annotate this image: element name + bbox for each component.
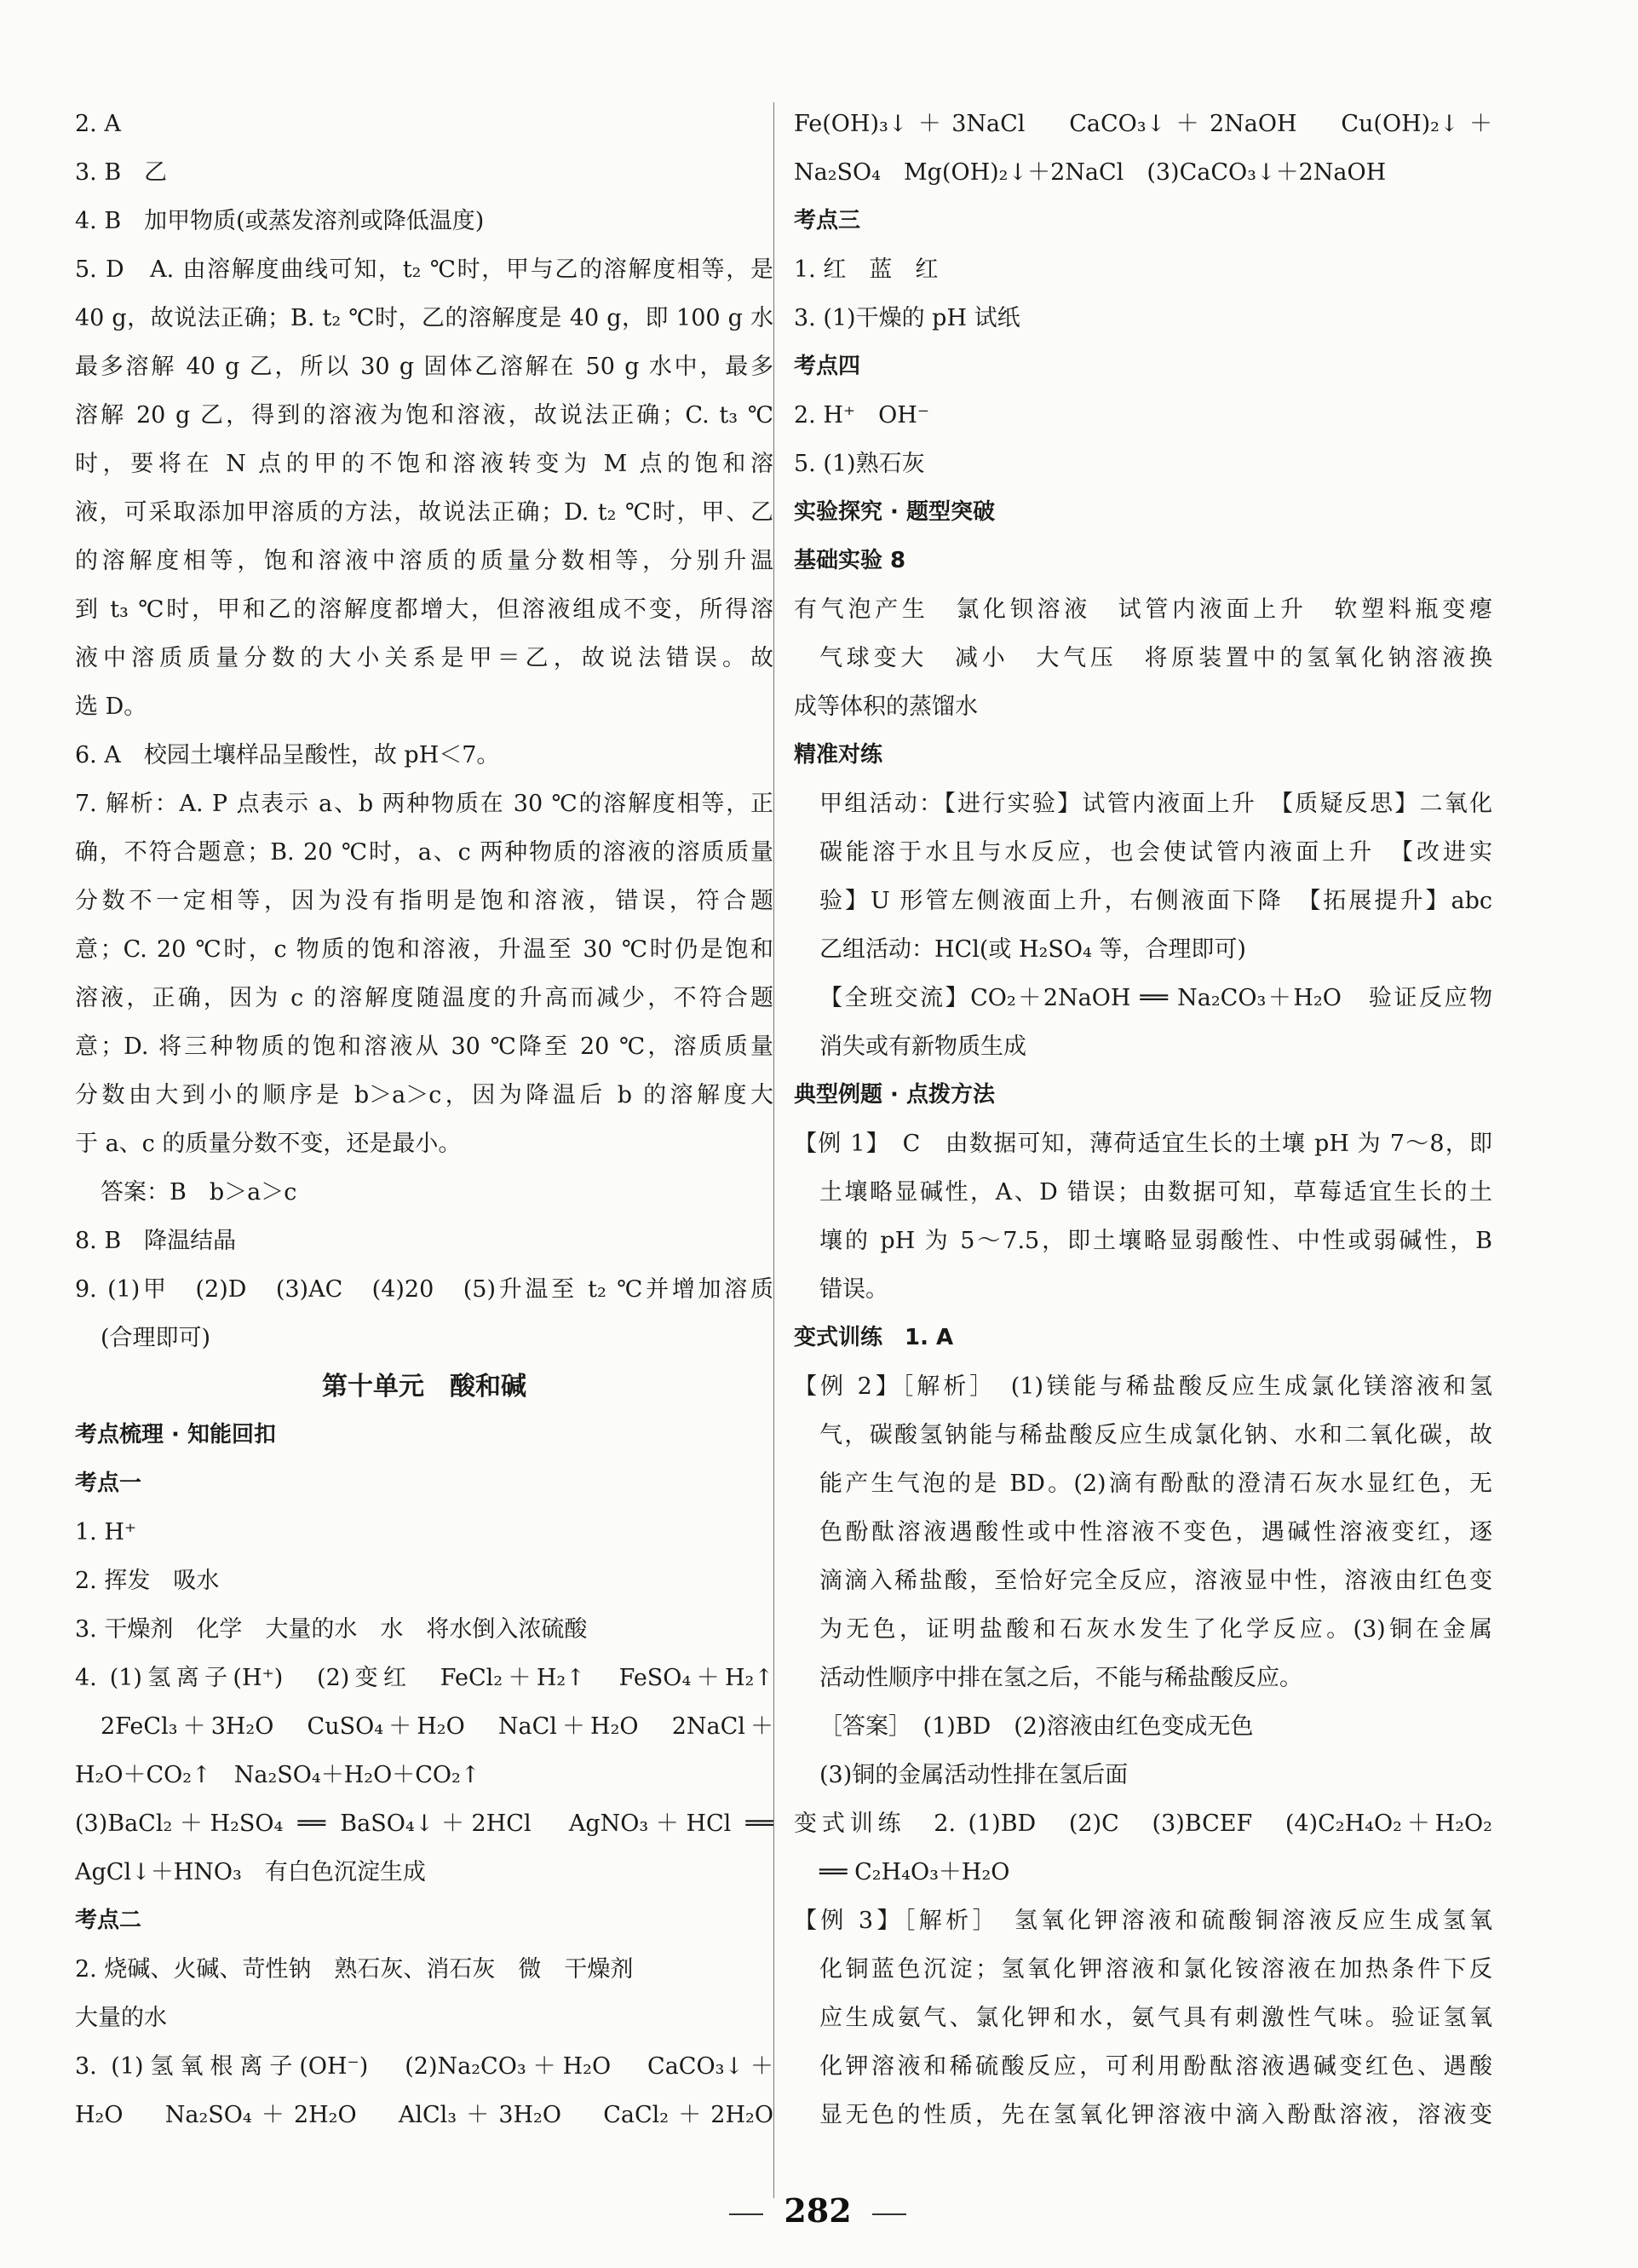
- text-line: 变式训练 2. (1)BD (2)C (3)BCEF (4)C₂H₄O₂＋H₂O₂: [794, 1810, 1492, 1837]
- text-line: 【例 1】 C 由数据可知，薄荷适宜生长的土壤 pH 为 7～8，即: [794, 1131, 1492, 1157]
- text-line: Na₂SO₄ Mg(OH)₂↓＋2NaCl (3)CaCO₃↓＋2NaOH: [794, 159, 1387, 186]
- text-line: 化钾溶液和稀硫酸反应，可利用酚酞溶液遇碱变红色、遇酸: [819, 2053, 1492, 2080]
- text-line: 液中溶质质量分数的大小关系是甲＝乙，故说法错误。故: [75, 645, 773, 671]
- text-line: 的溶解度相等，饱和溶液中溶质的质量分数相等，分别升温: [75, 548, 773, 574]
- section-heading: 考点梳理 · 知能回扣: [75, 1422, 276, 1448]
- right-column: [794, 101, 1492, 2140]
- text-line: 土壤略显碱性，A、D 错误；由数据可知，草莓适宜生长的土: [819, 1179, 1492, 1206]
- text-line: H₂O＋CO₂↑ Na₂SO₄＋H₂O＋CO₂↑: [75, 1762, 480, 1788]
- page-number: 282: [784, 2191, 852, 2230]
- text-line: 3. 干燥剂 化学 大量的水 水 将水倒入浓硫酸: [75, 1616, 588, 1643]
- text-line: 色酚酞溶液遇酸性或中性溶液不变色，遇碱性溶液变红，逐: [819, 1519, 1492, 1546]
- text-line: 消失或有新物质生成: [819, 1033, 1026, 1060]
- text-line: 分数不一定相等，因为没有指明是饱和溶液，错误，符合题: [75, 888, 773, 914]
- text-line: 8. B 降温结晶: [75, 1228, 237, 1254]
- text-line: 时，要将在 N 点的甲的不饱和溶液转变为 M 点的饱和溶: [75, 451, 773, 477]
- text-line: 3. B 乙: [75, 159, 168, 186]
- section-heading: 基础实验 8: [794, 548, 906, 573]
- text-line: (合理即可): [101, 1325, 211, 1351]
- text-line: 选 D。: [75, 694, 147, 720]
- unit-title: 第十单元 酸和碱: [322, 1372, 526, 1402]
- footer-dash-left: [729, 2213, 763, 2215]
- text-line: 液，可采取添加甲溶质的方法，故说法正确；D. t₂ ℃时，甲、乙: [75, 499, 773, 526]
- text-line: (3)BaCl₂＋H₂SO₄ ══ BaSO₄↓＋2HCl AgNO₃＋HCl ══: [75, 1810, 773, 1837]
- text-line: 大量的水: [75, 2005, 167, 2031]
- text-line: 显无色的性质，先在氢氧化钾溶液中滴入酚酞溶液，溶液变: [819, 2102, 1492, 2128]
- text-line: 能产生气泡的是 BD。(2)滴有酚酞的澄清石灰水显红色，无: [819, 1471, 1492, 1497]
- text-line: 9. (1)甲 (2)D (3)AC (4)20 (5)升温至 t₂ ℃并增加溶质: [75, 1276, 773, 1303]
- text-line: 2FeCl₃＋3H₂O CuSO₄＋H₂O NaCl＋H₂O 2NaCl＋: [101, 1713, 773, 1740]
- text-line: 为无色，证明盐酸和石灰水发生了化学反应。(3)铜在金属: [819, 1616, 1492, 1643]
- text-line: 到 t₃ ℃时，甲和乙的溶解度都增大，但溶液组成不变，所得溶: [75, 596, 773, 623]
- text-line: 气，碳酸氢钠能与稀盐酸反应生成氯化钠、水和二氧化碳，故: [819, 1422, 1492, 1448]
- page-number-footer: [647, 2191, 988, 2230]
- text-line: 壤的 pH 为 5～7.5，即土壤略显弱酸性、中性或弱碱性，B: [819, 1228, 1492, 1254]
- text-line: 碳能溶于水且与水反应，也会使试管内液面上升 【改进实: [819, 839, 1492, 866]
- text-line: 分数由大到小的顺序是 b＞a＞c，因为降温后 b 的溶解度大: [75, 1082, 773, 1108]
- text-line: 3. (1)干燥的 pH 试纸: [794, 305, 1020, 331]
- text-line: 2. 烧碱、火碱、苛性钠 熟石灰、消石灰 微 干燥剂: [75, 1956, 634, 1983]
- text-line: 甲组活动：【进行实验】试管内液面上升 【质疑反思】二氧化: [819, 791, 1492, 817]
- text-line: 1. 红 蓝 红: [794, 256, 939, 283]
- text-line: 【全班交流】CO₂＋2NaOH ══ Na₂CO₃＋H₂O 验证反应物: [819, 985, 1492, 1011]
- text-line: AgCl↓＋HNO₃ 有白色沉淀生成: [75, 1859, 426, 1885]
- section-heading: 典型例题 · 点拨方法: [794, 1082, 995, 1108]
- text-line: 成等体积的蒸馏水: [794, 694, 978, 720]
- text-line: 2. A: [75, 111, 121, 137]
- text-line: 40 g，故说法正确；B. t₂ ℃时，乙的溶解度是 40 g，即 100 g 水: [75, 305, 773, 331]
- section-heading: 实验探究 · 题型突破: [794, 499, 995, 525]
- text-line: 2. 挥发 吸水: [75, 1568, 220, 1594]
- column-divider: [773, 102, 774, 2198]
- text-line: 意；D. 将三种物质的饱和溶液从 30 ℃降至 20 ℃，溶质质量: [75, 1033, 773, 1060]
- text-line: 于 a、c 的质量分数不变，还是最小。: [75, 1131, 462, 1157]
- text-line: 乙组活动：HCl(或 H₂SO₄ 等，合理即可): [819, 936, 1246, 963]
- text-line: 【例 2】［解析］ (1)镁能与稀盐酸反应生成氯化镁溶液和氢: [794, 1373, 1492, 1400]
- section-heading: 精准对练: [794, 742, 883, 768]
- text-line: 最多溶解 40 g 乙，所以 30 g 固体乙溶解在 50 g 水中，最多: [75, 354, 773, 380]
- text-line: ══ C₂H₄O₃＋H₂O: [819, 1859, 1010, 1885]
- section-heading: 变式训练 1. A: [794, 1325, 954, 1350]
- text-line: 错误。: [819, 1276, 888, 1303]
- text-line: 4. (1)氢离子(H⁺) (2)变红 FeCl₂＋H₂↑ FeSO₄＋H₂↑: [75, 1665, 773, 1691]
- left-column: [75, 101, 773, 2140]
- text-line: 答案：B b＞a＞c: [101, 1179, 297, 1206]
- text-line: 5. (1)熟石灰: [794, 451, 925, 477]
- footer-dash-right: [872, 2213, 906, 2215]
- text-line: 5. D A. 由溶解度曲线可知，t₂ ℃时，甲与乙的溶解度相等，是: [75, 256, 773, 283]
- text-line: H₂O Na₂SO₄＋2H₂O AlCl₃＋3H₂O CaCl₂＋2H₂O: [75, 2102, 773, 2128]
- text-line: 溶解 20 g 乙，得到的溶液为饱和溶液，故说法正确；C. t₃ ℃: [75, 402, 773, 429]
- text-line: ［答案］ (1)BD (2)溶液由红色变成无色: [819, 1713, 1254, 1740]
- text-line: 验】U 形管左侧液面上升，右侧液面下降 【拓展提升】abc: [819, 888, 1492, 914]
- text-line: 应生成氨气、氯化钾和水，氨气具有刺激性气味。验证氢氧: [819, 2005, 1492, 2031]
- text-line: 4. B 加甲物质(或蒸发溶剂或降低温度): [75, 208, 485, 234]
- section-heading: 考点三: [794, 208, 861, 233]
- text-line: 7. 解析：A. P 点表示 a、b 两种物质在 30 ℃的溶解度相等，正: [75, 791, 773, 817]
- text-line: 3. (1)氢氧根离子(OH⁻) (2)Na₂CO₃＋H₂O CaCO₃↓＋: [75, 2053, 773, 2080]
- text-line: 【例 3】［解析］ 氢氧化钾溶液和硫酸铜溶液反应生成氢氧: [794, 1908, 1492, 1934]
- text-line: 6. A 校园土壤样品呈酸性，故 pH＜7。: [75, 742, 500, 768]
- text-line: 活动性顺序中排在氢之后，不能与稀盐酸反应。: [819, 1665, 1302, 1691]
- text-line: 确，不符合题意；B. 20 ℃时，a、c 两种物质的溶液的溶质质量: [75, 839, 773, 866]
- text-line: 有气泡产生 氯化钡溶液 试管内液面上升 软塑料瓶变瘪: [794, 596, 1492, 623]
- text-line: (3)铜的金属活动性排在氢后面: [819, 1762, 1129, 1788]
- text-line: 溶液，正确，因为 c 的溶解度随温度的升高而减少，不符合题: [75, 985, 773, 1011]
- text-line: 滴滴入稀盐酸，至恰好完全反应，溶液显中性，溶液由红色变: [819, 1568, 1492, 1594]
- section-heading: 考点一: [75, 1471, 142, 1496]
- text-line: 气球变大 减小 大气压 将原装置中的氢氧化钠溶液换: [819, 645, 1492, 671]
- text-line: Fe(OH)₃↓＋3NaCl CaCO₃↓＋2NaOH Cu(OH)₂↓＋: [794, 111, 1492, 137]
- section-heading: 考点四: [794, 354, 861, 379]
- text-line: 化铜蓝色沉淀；氢氧化钾溶液和氯化铵溶液在加热条件下反: [819, 1956, 1492, 1983]
- text-line: 意；C. 20 ℃时，c 物质的饱和溶液，升温至 30 ℃时仍是饱和: [75, 936, 773, 963]
- text-line: 2. H⁺ OH⁻: [794, 402, 930, 429]
- text-line: 1. H⁺: [75, 1519, 137, 1546]
- section-heading: 考点二: [75, 1908, 142, 1933]
